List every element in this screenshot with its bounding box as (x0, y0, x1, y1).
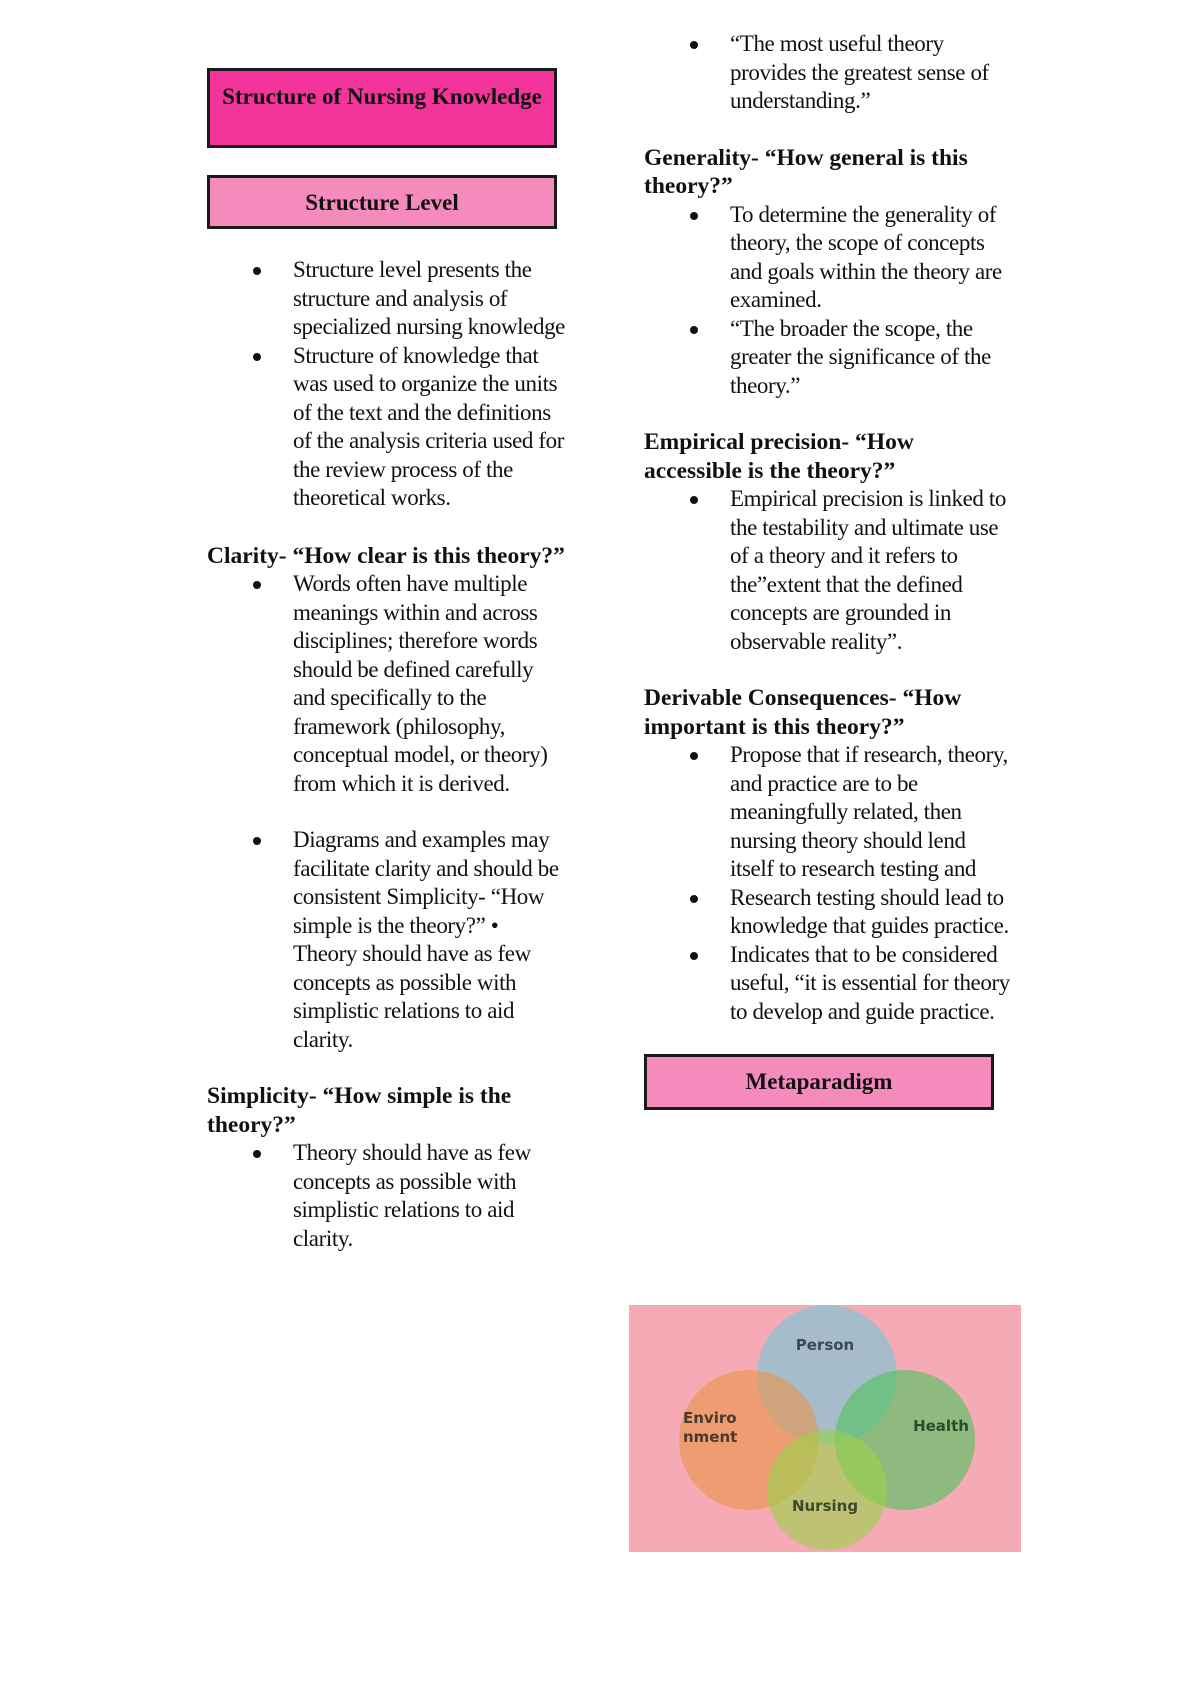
metaparadigm-venn-diagram (629, 1305, 1021, 1552)
empirical-list (644, 485, 1014, 656)
list-item: “The most useful theory provides the greatest sense of understanding.” (730, 30, 1014, 116)
list-item: Words often have multiple meanings within and across disciplines; therefore words should be defined carefully and specifically to the framework (philosophy, conceptual model, or theory) from which it is derived. (293, 570, 567, 798)
list-item: Research testing should lead to knowledge that guides practice. (730, 884, 1014, 941)
list-item: Diagrams and examples may facilitate clarity and should be consistent Simplicity- “How simple is the theory?” • Theory should have as few concepts as possible with simplistic relations to aid clarity. (293, 826, 567, 1054)
list-item: Structure level presents the structure and analysis of specialized nursing knowledge (293, 256, 567, 342)
venn-svg (629, 1305, 1021, 1552)
list-item: Empirical precision is linked to the testability and ultimate use of a theory and it refers to the”extent that the defined concepts are grounded in observable reality”. (730, 485, 1014, 656)
generality-list (644, 201, 1014, 401)
derivable-heading: Derivable Consequences- “How important is this theory?” (644, 685, 962, 740)
clarity-list (207, 570, 567, 1054)
list-item: Structure of knowledge that was used to organize the units of the text and the definitions of the analysis criteria used for the review process of the theoretical works. (293, 342, 567, 513)
left-column (207, 68, 567, 1253)
venn-nursing-label: Nursing (791, 1497, 859, 1515)
venn-environment-label-line2: nment (683, 1428, 738, 1446)
title-box: Structure of Nursing Knowledge (207, 68, 557, 148)
metaparadigm-box: Metaparadigm (644, 1054, 994, 1110)
venn-health-label: Health (913, 1417, 969, 1435)
structure-level-list (207, 256, 567, 513)
venn-person-label: Person (795, 1336, 855, 1354)
understanding-list (644, 30, 1014, 116)
simplicity-list (207, 1139, 567, 1253)
list-item: Propose that if research, theory, and practice are to be meaningfully related, then nursing theory should lend itself to research testing and (730, 741, 1014, 884)
simplicity-heading: Simplicity- “How simple is the theory?” (207, 1083, 512, 1138)
venn-nursing-circle (767, 1430, 887, 1550)
list-item: Theory should have as few concepts as possible with simplistic relations to aid clarity. (293, 1139, 567, 1253)
list-item: “The broader the scope, the greater the significance of the theory.” (730, 315, 1014, 401)
right-column (644, 30, 1014, 1110)
empirical-heading: Empirical precision- “How accessible is the theory?” (644, 429, 914, 484)
structure-level-box: Structure Level (207, 175, 557, 229)
list-item: To determine the generality of theory, the scope of concepts and goals within the theory are examined. (730, 201, 1014, 315)
venn-environment-label-line1: Enviro (683, 1409, 737, 1427)
list-item: Indicates that to be considered useful, “it is essential for theory to develop and guide practice. (730, 941, 1014, 1027)
generality-heading: Generality- “How general is this theory?” (644, 144, 968, 199)
clarity-heading: Clarity- “How clear is this theory?” (207, 542, 565, 569)
derivable-list (644, 741, 1014, 1026)
